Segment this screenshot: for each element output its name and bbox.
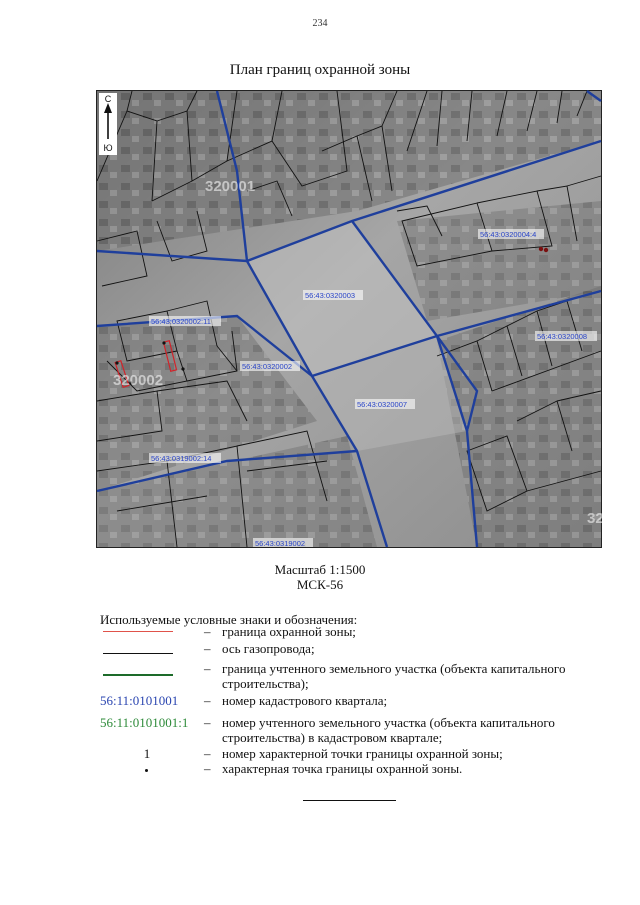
legend-symbol-zone-boundary — [103, 631, 173, 632]
coordinate-system-label: МСК-56 — [296, 577, 344, 592]
svg-text:С: С — [104, 94, 112, 104]
page-title: План границ охранной зоны — [229, 62, 411, 78]
legend-dash: – — [204, 715, 211, 730]
legend-text-characteristic-point: характерная точка границы охранной зоны. — [222, 761, 463, 776]
north-arrow-icon — [99, 93, 117, 155]
legend-dash: – — [204, 746, 211, 761]
watermark-320002: 320002 — [113, 372, 164, 389]
parcel-label-0320004-4: 56:43:0320004:4 — [480, 230, 537, 239]
legend-dash: – — [204, 641, 211, 656]
cadastral-map — [96, 90, 602, 548]
page-number: 234 — [312, 18, 328, 29]
legend-dash: – — [204, 624, 211, 639]
legend-text-parcel-number: номер учтенного земельного участка (объекта капитального строительства) в кадастровом квартале; — [222, 715, 555, 745]
legend-symbol-characteristic-point — [145, 769, 148, 772]
legend-text-parcel-boundary: граница учтенного земельного участка (объекта капитального строительства); — [222, 661, 566, 691]
svg-text:Ю: Ю — [103, 143, 113, 153]
parcel-label-0319002-14: 56:43:0319002:14 — [151, 454, 212, 463]
legend-dash: – — [204, 693, 211, 708]
quarter-label-0320007: 56:43:0320007 — [357, 400, 408, 409]
legend-symbol-parcel-boundary — [103, 674, 173, 676]
watermark-320001: 320001 — [205, 178, 256, 195]
legend-dash: – — [204, 761, 211, 776]
legend-dash: – — [204, 661, 211, 676]
legend-text-gas-pipeline-axis: ось газопровода; — [222, 641, 315, 656]
legend-text-point-number: номер характерной точки границы охранной зоны; — [222, 746, 503, 761]
legend-symbol-parcel-number: 56:11:0101001:1 — [100, 715, 189, 730]
parcel-label-0320002-11: 56:43:0320002:11 — [151, 317, 211, 326]
quarter-label-0320003: 56:43:0320003 — [305, 291, 356, 300]
quarter-label-0320008: 56:43:0320008 — [537, 332, 588, 341]
legend-symbol-quarter-number: 56:11:0101001 — [100, 693, 179, 708]
legend-symbol-gas-pipeline-axis — [103, 653, 173, 654]
legend-text-zone-boundary: граница охранной зоны; — [222, 624, 356, 639]
scale-label: Масштаб 1:1500 — [274, 562, 366, 577]
legend-symbol-point-number: 1 — [143, 746, 151, 761]
quarter-label-0319002: 56:43:0319002 — [255, 539, 306, 548]
watermark-32: 32 — [587, 510, 604, 527]
legend-text-quarter-number: номер кадастрового квартала; — [222, 693, 388, 708]
quarter-label-0320002: 56:43:0320002 — [242, 362, 293, 371]
legend-title: Используемые условные знаки и обозначения: — [100, 612, 358, 627]
footer-rule — [303, 800, 396, 801]
scale-block — [0, 562, 640, 592]
